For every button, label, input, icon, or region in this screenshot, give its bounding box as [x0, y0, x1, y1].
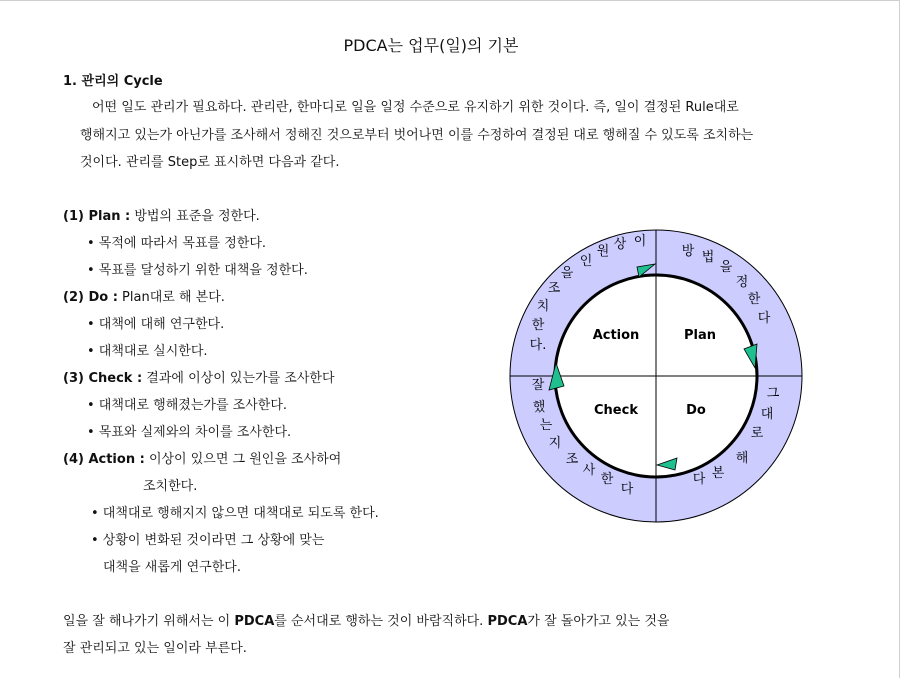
- ring-char-plan: 을: [719, 260, 733, 275]
- step-do-label: (2) Do :: [63, 290, 118, 305]
- step-action: [63, 448, 341, 467]
- quadrant-do: Do: [686, 403, 706, 418]
- ring-char-check: 했: [532, 400, 546, 415]
- plan-bullet-1: • 목적에 따라서 목표를 정한다.: [87, 236, 267, 251]
- ring-char-plan: 방: [681, 244, 695, 259]
- ring-char-check: 지: [548, 436, 562, 451]
- ring-char-action: 인: [579, 254, 593, 269]
- ring-char-do: 다: [692, 472, 706, 487]
- quadrant-action: Action: [592, 328, 640, 343]
- step-plan-label: (1) Plan :: [63, 209, 131, 224]
- ring-char-do: 본: [711, 466, 725, 481]
- ring-char-action: 이: [633, 234, 647, 249]
- plan-bullet-2: • 목표를 달성하기 위한 대책을 정한다.: [87, 263, 308, 278]
- ring-char-plan: 한: [747, 292, 761, 307]
- ring-char-check: 잘: [531, 378, 545, 393]
- ring-char-action: 다.: [529, 338, 547, 353]
- action-bullet-2-cont: 대책을 새롭게 연구한다.: [103, 560, 241, 575]
- top-border: [0, 0, 900, 1]
- ring-char-check: 한: [600, 472, 614, 487]
- ring-char-action: 치: [536, 299, 550, 314]
- pdca-cycle-diagram: [508, 228, 804, 524]
- step-check-text: 결과에 이상이 있는가를 조사한다: [142, 371, 335, 386]
- ring-char-check: 는: [539, 418, 553, 433]
- do-bullet-2: • 대책대로 실시한다.: [87, 344, 208, 359]
- ring-char-plan: 다: [757, 311, 771, 326]
- ring-char-do: 해: [735, 451, 749, 466]
- closing-pdca-1: PDCA: [234, 614, 275, 629]
- ring-char-do: 대: [760, 407, 774, 422]
- closing-text-a: 일을 잘 해나가기 위해서는 이: [63, 614, 235, 629]
- intro-line-2: 행해지고 있는가 아닌가를 조사해서 정해진 것으로부터 벗어나면 이를 수정하여 결정된 대로 행해질 수 있도록 조치하는: [80, 128, 754, 143]
- step-check: [63, 367, 335, 386]
- check-bullet-2: • 목표와 실제와의 차이를 조사한다.: [87, 425, 292, 440]
- step-plan: [63, 205, 260, 224]
- ring-char-check: 조: [565, 452, 579, 467]
- ring-char-action: 조: [547, 281, 561, 296]
- intro-line-1: 어떤 일도 관리가 필요하다. 관리란, 한마디로 일을 일정 수준으로 유지하기 위한 것이다. 즉, 일이 결정된 Rule대로: [92, 100, 739, 115]
- ring-char-check: 사: [582, 463, 596, 478]
- closing-line-2: 잘 관리되고 있는 일이라 부른다.: [63, 641, 247, 656]
- action-bullet-2: • 상황이 변화된 것이라면 그 상황에 맞는: [91, 533, 325, 548]
- closing-line-1: [63, 610, 670, 629]
- step-do: [63, 286, 225, 305]
- step-do-text: Plan대로 해 본다.: [117, 290, 225, 305]
- step-check-label: (3) Check :: [63, 371, 143, 386]
- quadrant-check: Check: [594, 403, 638, 418]
- document-title: PDCA는 업무(일)의 기본: [343, 36, 519, 55]
- ring-char-action: 상: [613, 237, 627, 252]
- ring-char-action: 원: [596, 244, 610, 259]
- ring-char-plan: 정: [735, 275, 749, 290]
- ring-char-action: 한: [531, 318, 545, 333]
- check-bullet-1: • 대책대로 행해졌는가를 조사한다.: [87, 398, 288, 413]
- quadrant-plan: Plan: [683, 328, 717, 343]
- ring-char-do: 그: [766, 386, 780, 401]
- do-bullet-1: • 대책에 대해 연구한다.: [87, 317, 225, 332]
- ring-char-action: 을: [560, 266, 574, 281]
- step-plan-text: 방법의 표준을 정한다.: [130, 209, 260, 224]
- step-action-text-2: 조치한다.: [143, 479, 198, 494]
- step-action-text: 이상이 있으면 그 원인을 조사하여: [144, 452, 342, 467]
- ring-char-check: 다: [620, 482, 634, 497]
- closing-text-e: 가 잘 돌아가고 있는 것을: [527, 614, 670, 629]
- section-heading: 1. 관리의 Cycle: [63, 74, 163, 89]
- action-bullet-1: • 대책대로 행해지지 않으면 대책대로 되도록 한다.: [91, 506, 379, 521]
- ring-char-plan: 법: [701, 250, 715, 265]
- step-action-label: (4) Action :: [63, 452, 145, 467]
- intro-line-3: 것이다. 관리를 Step로 표시하면 다음과 같다.: [80, 155, 340, 170]
- closing-pdca-2: PDCA: [487, 614, 528, 629]
- ring-char-do: 로: [750, 426, 764, 441]
- closing-text-c: 를 순서대로 행하는 것이 바람직하다.: [274, 614, 488, 629]
- right-border: [899, 0, 900, 678]
